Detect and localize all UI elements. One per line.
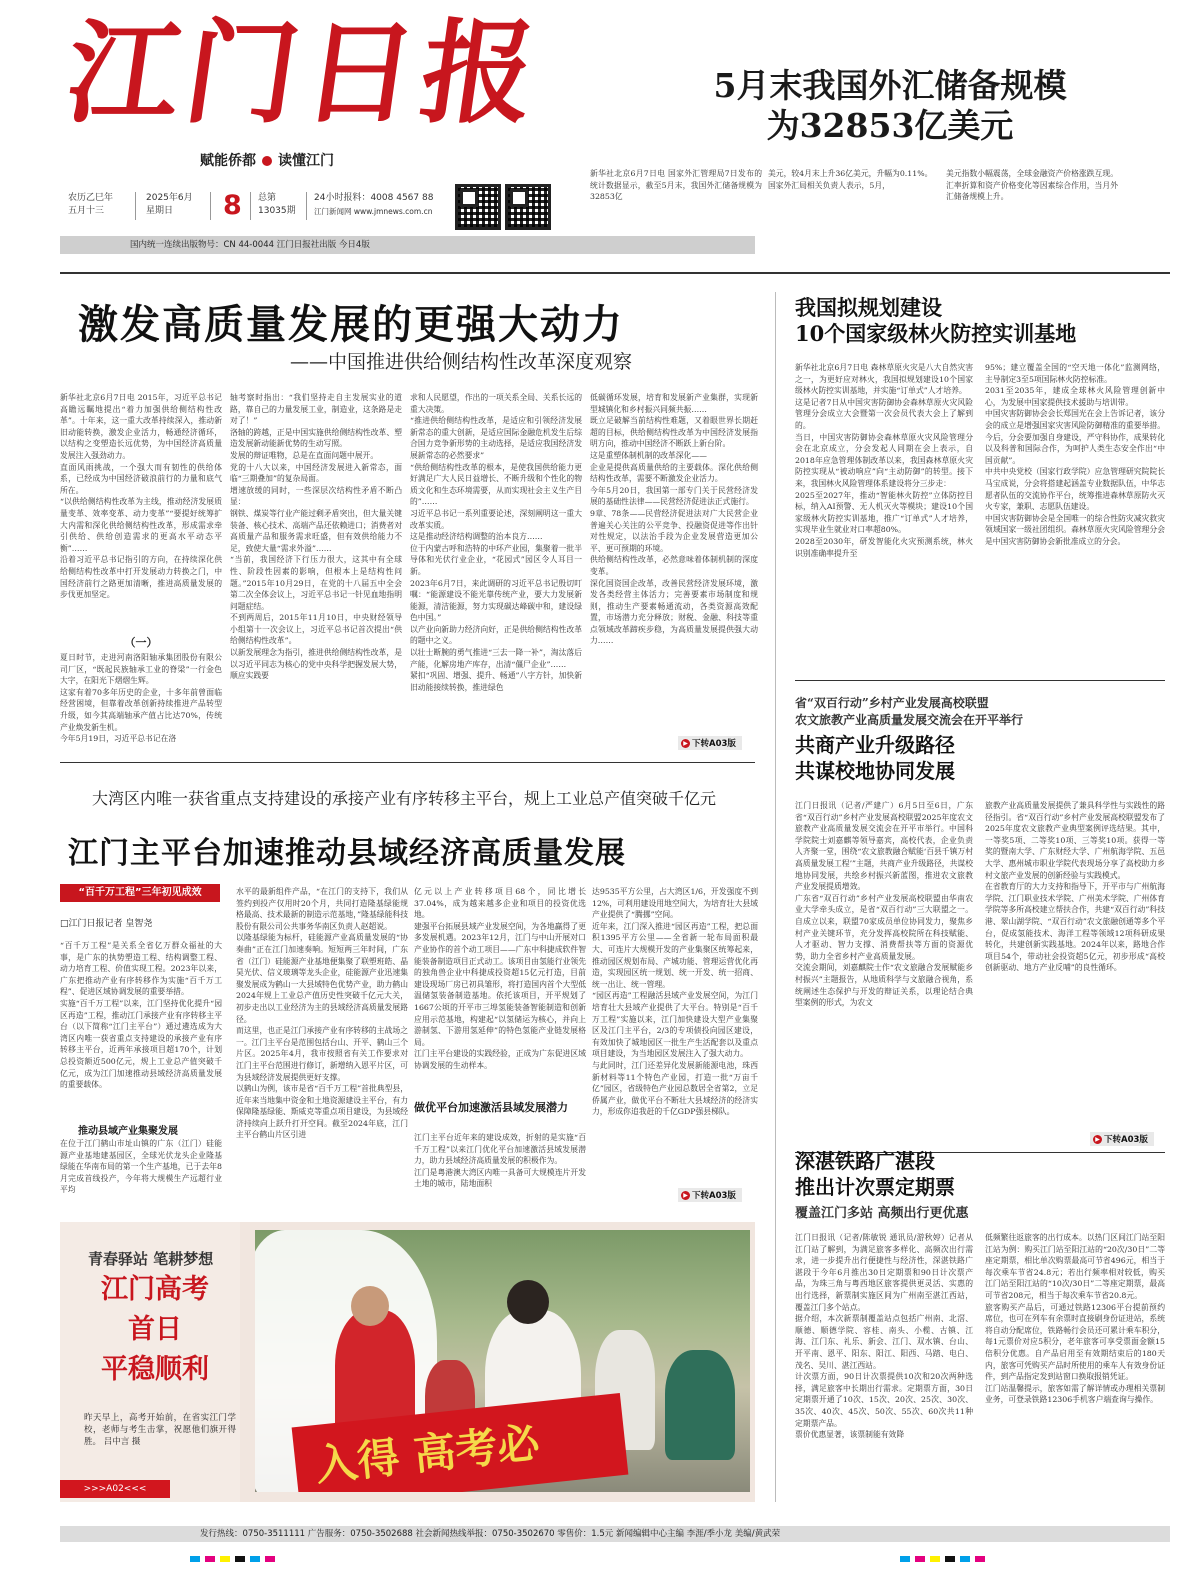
- slogan-right: 读懂江门: [278, 153, 334, 169]
- lead-section-heading: （一）: [124, 636, 158, 649]
- sec2-col1: “百千万工程”是关系全省亿万群众福祉的大事，是广东的执势塑造工程、结构调整工程、动力培育工程、价值实现工程。2023年以来，广东把推动产业有序转移作为实施“百千万工程”、促进区域协调发展的重要举措。 实施“百千万工程”以来，江门坚持优化提升“园区再造”工程，推动江门承接产业有序转移主平台（以下简称“江门主平台”）通过遴选成为大湾区内唯一获省重点支持建设的承接产业有序转移主平台，近两年承接项目超170个，计划总投资额近500亿元，规上工业总产值突破千亿元，成为江门加速推动县域经济高质量发展的重要载体。: [60, 941, 222, 1090]
- right3-col1: 江门日报讯（记者/陈敏锐 通讯员/游秋婷）记者从江门站了解到，为满足旅客多样化、高频次出行需求，进一步提升出行便捷性与经济性，深湛铁路广湛段于今年6月推出30日定期票和90日计次票产品，为珠三角与粤西地区旅客提供更灵活、实惠的出行选择，新票制实施区间为广州南至湛江西站，覆盖江门多个站点。 据介绍，本次新票制覆盖站点包括广州南、北滘、顺德、顺德学院、容桂、南头、小榄、古镇、江海、江门东、礼乐、新会、江门、双水镇、台山、开平南、恩平、阳东、阳江、阳西、马踏、电白、茂名、吴川、湛江西站。 计次票方面，90日计次票提供10次和20次两种选择，满足旅客中长期出行需求。定期票方面，30日定期票开通了10次、15次、20次、25次、30次、35次、40次、45次、50次、55次、60次共11种定期票产品。 票价优惠显著，该票制能有效降: [795, 1233, 973, 1440]
- right2-kicker: 省“双百行动”乡村产业发展高校联盟 农文旅教产业高质量发展交流会在开平举行: [795, 696, 1024, 727]
- right2-continue-link[interactable]: ▶ 下转A03版: [1090, 1132, 1154, 1146]
- sec2-col2: 水平的最新组件产品，“在江门的支持下，我们从签约到投产仅用时20个月，共同打造隆基绿能规格最高、技术最新的制造示范基地，”隆基绿能科技股份有限公司公共事务华南区负责人赵超说。 以隆基绿能为标杆，硅能源产业高质量发展的“协奏曲”正在江门加速奏响。短短两三年时间，广东省（江门）硅能源产业基地便集聚了联塑班皓、晶昊光伏、信义玻璃等龙头企业，硅能源产业迅速集聚发展成为鹤山一大县域特色优势产业，助力鹤山2024年规上工业总产值历史性突破千亿元大关，初步走出以工业经济为主的县域经济高质量发展路径。 而这里，也正是江门承接产业有序转移的主战场之一。江门主平台是范围包括台山、开平、鹤山三个片区。2025年4月，我市按照省有关工作要求对江门主平台范围进行修订，新增纳入恩平片区，可为县域经济发展提供更好支撑。 以鹤山为例，该市是省“百千万工程”首批典型县，近年来当地集中资金和土地资源建设主平台，有力保障隆基绿能、斯威克等重点项目建设，为县域经济持续向上跃升打开空间。截至2024年底，江门主平台鹤山片区引进: [236, 887, 408, 1140]
- right2-headline[interactable]: 共商产业升级路径 共谋校地协同发展: [795, 733, 955, 783]
- sec2-col3-b: 江门主平台近年来的建设成效，折射的是实施“百千万工程”以来江门优化平台加速激活县域发展潜力，助力县域经济高质量发展的积极作为。 江门是粤港澳大湾区内唯一具备可大规模连片开发土地的城市，陆地面积: [414, 1133, 586, 1189]
- total-issue: 总第 13035期: [258, 193, 296, 216]
- photo-banner: 入得 高考必: [292, 1393, 629, 1492]
- slogan-dot-icon: [262, 156, 272, 166]
- lead-col3: 求和人民愿望，作出的一项关系全局、关系长远的重大决策。 “推进供给侧结构性改革，是适应和引领经济发展新常态的重大创新，是适应国际金融危机发生后综合国力竞争新形势的主动选择，是适应我国经济发展新常态的必然要求” “供给侧结构性改革的根本，是使我国供给能力更好满足广大人民日益增长、不断升级和个性化的物质文化和生态环境需要，从而实现社会主义生产目的”…… 习近平总书记一系列重要论述，深刻阐明这一重大改革实质。 这是推动经济结构调整的治本良方…… 位于内蒙古呼和浩特的中环产业园，集聚着一批半导体和光伏行业企业，“花园式”园区令人耳目一新。 2023年6月7日，来此调研的习近平总书记殷切叮嘱：“能源建设不能光靠传统产业，要大力发展新能源，清洁能源，努力实现碳达峰碳中和，建设绿色中国。” 以产业向新助力经济向好，正是供给侧结构性改革的题中之义。 以壮士断腕的勇气推进“三去一降一补”，淘汰落后产能，化解房地产库存，出清“僵尸企业”…… 紧扣“巩固、增强、提升、畅通”八字方针，加快新旧动能接续转换，推进绿色: [410, 393, 582, 692]
- right3-col2: 低频繁往返旅客的出行成本。以热门区间江门站至阳江站为例：购买江门站至阳江站的“20次/30日”二等座定期票，相比单次购票最高可节省496元，相当于每次乘车节省24.8元；若出行频率相对较低，购买江门站至阳江站的“10次/30日”二等座定期票，最高可节省208元，相当于每次乘车节省20.8元。 旅客购买产品后，可通过铁路12306平台提前预约席位，也可在列车有余票时直接刷身份证进站，系统将自动分配席位，铁路畅行会员还可累计乘车积分，每1元票价对应5积分，老年旅客可享受票面金额15倍积分优惠。自产品启用至有效期结束后的180天内，旅客可凭购买产品时所使用的乘车人有效身份证件，到产品指定发到站窗口换取报销凭证。 江门站温馨提示，旅客如需了解详情或办理相关票制业务，可登录铁路12306手机客户端查询与操作。: [985, 1233, 1165, 1405]
- slogan: [200, 150, 334, 170]
- right3-headline[interactable]: 深湛铁路广湛段 推出计次票定期票: [795, 1149, 955, 1199]
- right1-headline[interactable]: 我国拟规划建设 10个国家级林火防控实训基地: [795, 295, 1077, 346]
- lead-col1: 新华社北京6月7日电 2015年，习近平总书记高瞻远瞩地提出“着力加强供给侧结构性改革”。十年来，这一重大改革持续深入，推动新旧动能转换，激发企业活力，畅通经济循环，以结构之变塑造长远优势，为中国经济高质量发展注入强劲动力。 直面风雨挑战，一个强大而有韧性的供给体系，已经成为中国经济破浪前行的力量和底气所在。 “以供给侧结构性改革为主线，推动经济发展质量变革、效率变革、动力变革”“要提好统筹扩大内需和深化供给侧结构性改革，形成需求牵引供给、供给创造需求的更高水平动态平衡”…… 沿着习近平总书记指引的方向，在持续深化供给侧结构性改革中打开发展动力转换之门，中国经济前行之路更加清晰，推进高质量发展的步伐更加坚定。: [60, 393, 222, 600]
- top-news-headline[interactable]: 5月末我国外汇储备规模 为32853亿美元: [713, 66, 1067, 145]
- right1-col1: 新华社北京6月7日电 森林草原火灾是八大自然灾害之一，为更好应对林火，我国拟规划建设10个国家级林火防控实训基地，并实施“订单式”人才培养。 这是记者7日从中国灾害防御协会森林草原火灾风险管理分会成立大会暨第一次会员代表大会上了解到的。 当日，中国灾害防御协会森林草原火灾风险管理分会在北京成立，分会发起人同期在会上表示，自2018年应急管理体制改革以来，我国森林草原火灾防控实现从“被动响应”向“主动防御”的转型。接下来，我国林火风险管理体系建设将分三步走： 2025至2027年，推动“智能林火防控”立体防控目标，纳入AI预警、无人机灭火等模块；建设10个国家级林火防控实训基地，推广“订单式”人才培养，实现毕业生就业对口率超80%。 2028至2030年，研发智能化火灾预测系统，林火识别准确率提升至: [795, 363, 973, 558]
- footer-bar: 发行热线：0750-3511111 广告服务：0750-3502688 社会新闻热线举报：0750-3502670 零售价：1.5元 新闻编辑中心主编 李涯/季小龙 美编/黄武荣: [60, 1526, 1170, 1542]
- right2-col2: 旅教产业高质量发展提供了兼具科学性与实践性的路径指引。省“双百行动”乡村产业发展高校联盟发布了2025年度农文旅教产业典型案例评选结果。其中，一等奖5项、二等奖10项、三等奖10项。获得一等奖的暨南大学、广东财经大学、广州航海学院、五邑大学、惠州城市职业学院代表现场分享了高校助力乡村文旅产业发展的创新经验与实践模式。 在省教育厅的大力支持和指导下，开平市与广州航海学院、江门职业技术学院、广州美术学院、广州体育学院等多所高校建立帮扶合作，共建“双百行动”科技港、翠山湖学院、“双百行动”农文旅融创通等多个平台，促成氢能技术、海洋工程等领域12项科研成果转化，共建创新实践基地。2024年以来，路地合作项目54个，带动社会投资超5亿元，初步形成“高校创新驱动、地方产业反哺”的良性循环。: [985, 801, 1165, 973]
- qr-code-icon[interactable]: [455, 184, 501, 230]
- publication-number-bar: 国内统一连续出版物号：CN 44-0044 江门日报社出版 今日4版: [60, 236, 755, 254]
- gaokao-photo-block: [60, 1222, 755, 1502]
- sec2-badge: “百千万工程”三年初见成效: [60, 884, 220, 902]
- lead-subheadline: ——中国推进供给侧结构性改革深度观察: [290, 351, 633, 373]
- sec2-col1-b: 在位于江门鹤山市址山镇的广东（江门）硅能源产业基地建基园区，全球光伏龙头企业隆基绿能在华南布局的第一个生产基地，已于去年8月完成首线投产，今年将大规模生产远超行业平均: [60, 1139, 222, 1195]
- sec2-kicker: 大湾区内唯一获省重点支持建设的承接产业有序转移主平台，规上工业总产值突破千亿元: [92, 789, 717, 808]
- sec2-headline[interactable]: 江门主平台加速推动县域经济高质量发展: [68, 836, 626, 871]
- right1-col2: 95%；建立覆盖全国的“空天地一体化”监测网络，主导制定3至5项国际林火防控标准。 2031至2035年，建成全球林火风险管理创新中心，为发展中国家提供技术援助与培训带。 中国灾害防御协会会长郑国光在会上告诉记者，该分会的成立是增强国家灾害风险防御精准的重要举措。今后，分会要加强自身建设，严守科协作，成果转化以及科普和国际合作，为呵护人类生态安全作出“中国贡献”。 中共中央党校（国家行政学院）应急管理研究院院长马宝成说，分会将搭建起涵盖专业数据队伍，中华志愿者队伍的交流协作平台，统筹推进森林草原防火灭火专家，兼职、志愿队伍建设。 中国灾害防御协会是全国唯一的综合性防灾减灾救灾领域国家一级社团组织。森林草原火灾风险管理分会是中国灾害防御协会新批准成立的分会。: [985, 363, 1165, 546]
- qr-code-icon[interactable]: [505, 184, 551, 230]
- top-news-col2: 美元，较4月末上升36亿美元，升幅为0.11%。 国家外汇局相关负责人表示，5月，: [768, 169, 933, 190]
- sec2-section-heading: 推动县域产业集聚发展: [78, 1126, 178, 1137]
- lead-headline[interactable]: 激发高质量发展的更强大动力: [78, 301, 624, 348]
- photo-headline[interactable]: 江门高考 首日 平稳顺利: [101, 1274, 209, 1385]
- hotline-block: 24小时报料：4008 4567 88 江门新闻网 www.jmnews.com.cn: [314, 193, 434, 216]
- sec2-section-heading-2: 做优平台加速激活县域发展潜力: [414, 1101, 568, 1114]
- right3-subheadline: 覆盖江门多站 高频出行更优惠: [795, 1206, 969, 1221]
- issue-day-number: 8: [223, 190, 242, 221]
- sec2-byline: □江门日报记者 皇智尧: [60, 919, 153, 929]
- lead-continue-link[interactable]: ▶ 下转A03版: [678, 736, 742, 750]
- photo-kicker: 青春驿站 笔耕梦想: [88, 1250, 214, 1268]
- photo-caption: 昨天早上，高考开始前，在省实江门学校，老师与考生击掌，祝愿他们旗开得胜。 吕中言 摄: [84, 1413, 236, 1447]
- lead-col2: 轴考察时指出：“我们坚持走自主发展实业的道路，靠自己的力量发展工业，制造业，这条路是走对了！” 洛轴的跨越，正是中国实施供给侧结构性改革、塑造发展新动能新优势的生动写照。 发展的辩证唯物，总是在直面问题中展开。 党的十八大以来，中国经济发展进入新常态，面临“三期叠加”的复杂局面。 增速放缓的同时，一些深层次结构性矛盾不断凸显： 钢铁、煤炭等行业产能过剩矛盾突出，但大量关键装备、核心技术、高端产品还依赖进口；消费者对高质量产品和服务需求旺盛，但有效供给能力不足，致使大量“需求外溢”…… “当前，我国经济下行压力很大，这其中有全球性、阶段性因素的影响，但根本上是结构性问题。”2015年10月29日，在党的十八届五中全会第二次全体会议上，习近平总书记一针见血地指明问题症结。 不到两周后，2015年11月10日，中央财经领导小组第十一次会议上，习近平总书记首次提出“供给侧结构性改革”。 以新发展理念为指引，推进供给侧结构性改革，是以习近平同志为核心的党中央科学把握发展大势，顺应实践要: [230, 393, 402, 681]
- arrow-right-icon: ▶: [681, 1191, 690, 1200]
- sec2-col4: 达9535平方公里，占大湾区1/6，开发强度不到12%，可利用建设用地空间大，为培育壮大县域产业提供了“腾挪”空间。 近年来，江门深入推进“园区再造”工程，把总面积1395平方公里——全省新一轮布局面积最大、可连片大规模开发的产业集聚区统筹起来，推动园区规划布局、产城功能、管理运营优化再造，实现园区统一规划、统一开发、统一招商、统一出让、统一管理。 “园区再造”工程融活县域产业发展空间，为江门培育壮大县域产业提供了大平台。特别是“百千万工程”实施以来，江门加快建设大型产业集聚区及江门主平台，2/3的专项债投向园区建设，有效加快了城地园区一批生产生活配套以及重点项目建设，为当地园区发展注入了强大动力。 与此同时，江门还差异化发展新能源电池，珠西新材料等11个特色产业园，打造一批“万亩千亿”园区，省级特色产业园总数居全省第2，立足侨属产业，做优平台不断壮大县域经济的经济实力，形成你追我赶的千亿GDP强县梯队。: [592, 887, 758, 1117]
- lead-col1-b: 夏日时节，走进河南洛阳轴承集团股份有限公司厂区，“既起民族轴承工业的脊梁”一行金色大字，在阳光下熠熠生辉。 这家有着70多年历史的企业，十多年前曾面临经营困境，但靠着改革创新持续推进产品转型升级，如今其高端轴承产值占比达70%，传统产业焕发新生机。 今年5月19日，习近平总书记在洛: [60, 653, 222, 744]
- top-news-col3: 美元指数小幅震荡，全球金融资产价格涨跌互现。汇率折算和资产价格变化等因素综合作用，当月外汇储备规模上升。: [946, 169, 1118, 202]
- solar-date: 2025年6月 星期日: [146, 193, 193, 216]
- right2-col1: 江门日报讯（记者/严建广）6月5日至6日，广东省“双百行动”乡村产业发展高校联盟2025年度农文旅教产业高质量发展交流会在开平市举行。中国科学院院士刘嘉麒等领导嘉宾，高校代表，企业负责人齐聚一堂，围绕“农文旅教融合赋能‘百县千镇万村高质量发展工程’”主题，共商产业升级路径，共谋校地协同发展，共绘乡村振兴新蓝图，推进农文旅教产业发展提质增效。 广东省“双百行动”乡村产业发展高校联盟由华南农业大学牵头成立，是省“双百行动”三大联盟之一。自成立以来，联盟70家成员单位协同发力，聚焦乡村产业关键环节，充分发挥高校院所在科技赋能、人才驱动、智力支撑、消费帮扶等方面的资源优势，助力全省乡村产业高质量发展。 交流会期间，刘嘉麒院士作“农文旅融合发展赋能乡村振兴”主题报告，从地质科学与文旅融合视角，系统阐述生态保护与开发的辩证关系，以理论结合典型案例的形式，为农文: [795, 801, 973, 1008]
- lunar-date: 农历乙巳年 五月十三: [68, 193, 114, 216]
- arrow-right-icon: ▶: [1093, 1135, 1102, 1144]
- top-news-col1: 新华社北京6月7日电 国家外汇管理局7日发布的统计数据显示，截至5月末，我国外汇储备规模为32853亿: [590, 169, 762, 202]
- sec2-col3: 亿元以上产业转移项目68个，同比增长37.04%，成为越来越多企业和项目的投资优选地。 建强平台拓展县域产业发展空间，为各地赢得了更多发展机遇。2023年12月，江门与中山开展对口产业协作的首个动工项目——广东中科捷成软件智能装备制造项目正式动工。该项目由氢能行业领先的独角兽企业中科捷成投资超15亿元打造，目前建设现场厂房已初具雏形，将打造国内首个大型低温储氢装备制造基地。依托该项目，开平规划了1667公顷的开平市三埠氢能装备智能制造和创新应用示范基地，构建起“以氢储运为核心，并向上游制氢、下游用氢延伸”的特色氢能产业链发展格局。 江门主平台建设的实践经验，正成为广东促进区域协调发展的生动样本。: [414, 887, 586, 1070]
- sec2-continue-link[interactable]: ▶ 下转A03版: [678, 1188, 742, 1202]
- lead-col4: 低碳循环发展，培育和发展新产业集群，实现新型城镇化和乡村振兴同频共振…… 既立足破解当前结构性难题，又着眼世界长期赶超的目标，供给侧结构性改革为中国经济发展指明方向，推动中国经济不断跃上新台阶。 这是重塑体制机制的改革深化—— 企业是提供高质量供给的主要载体。深化供给侧结构性改革，需要不断激发企业活力。 今年5月20日，我国第一部专门关于民营经济发展的基础性法律——民营经济促进法正式施行。 9章、78条——民营经济促进法对广大民营企业普遍关心关注的公平竞争、投融资促进等作出针对性规定，以法治手段为企业发展营造更加公平、更可预期的环境。 供给侧结构性改革，必然意味着体制机制的深度变革。 深化国资国企改革，改善民营经济发展环境，激发各类经营主体活力；完善要素市场制度和规则，推动生产要素畅通流动，各类资源高效配置，市场潜力充分释放；财税、金融、科技等重点领域改革蹄疾步稳，为高质量发展提供强大动力……: [590, 393, 758, 646]
- gaokao-photo: [255, 1230, 750, 1492]
- photo-continue-link[interactable]: >>>A02<<<: [60, 1480, 170, 1498]
- arrow-right-icon: ▶: [681, 739, 690, 748]
- slogan-left: 赋能侨都: [200, 153, 256, 169]
- masthead-logo: 江门日报: [58, 8, 550, 139]
